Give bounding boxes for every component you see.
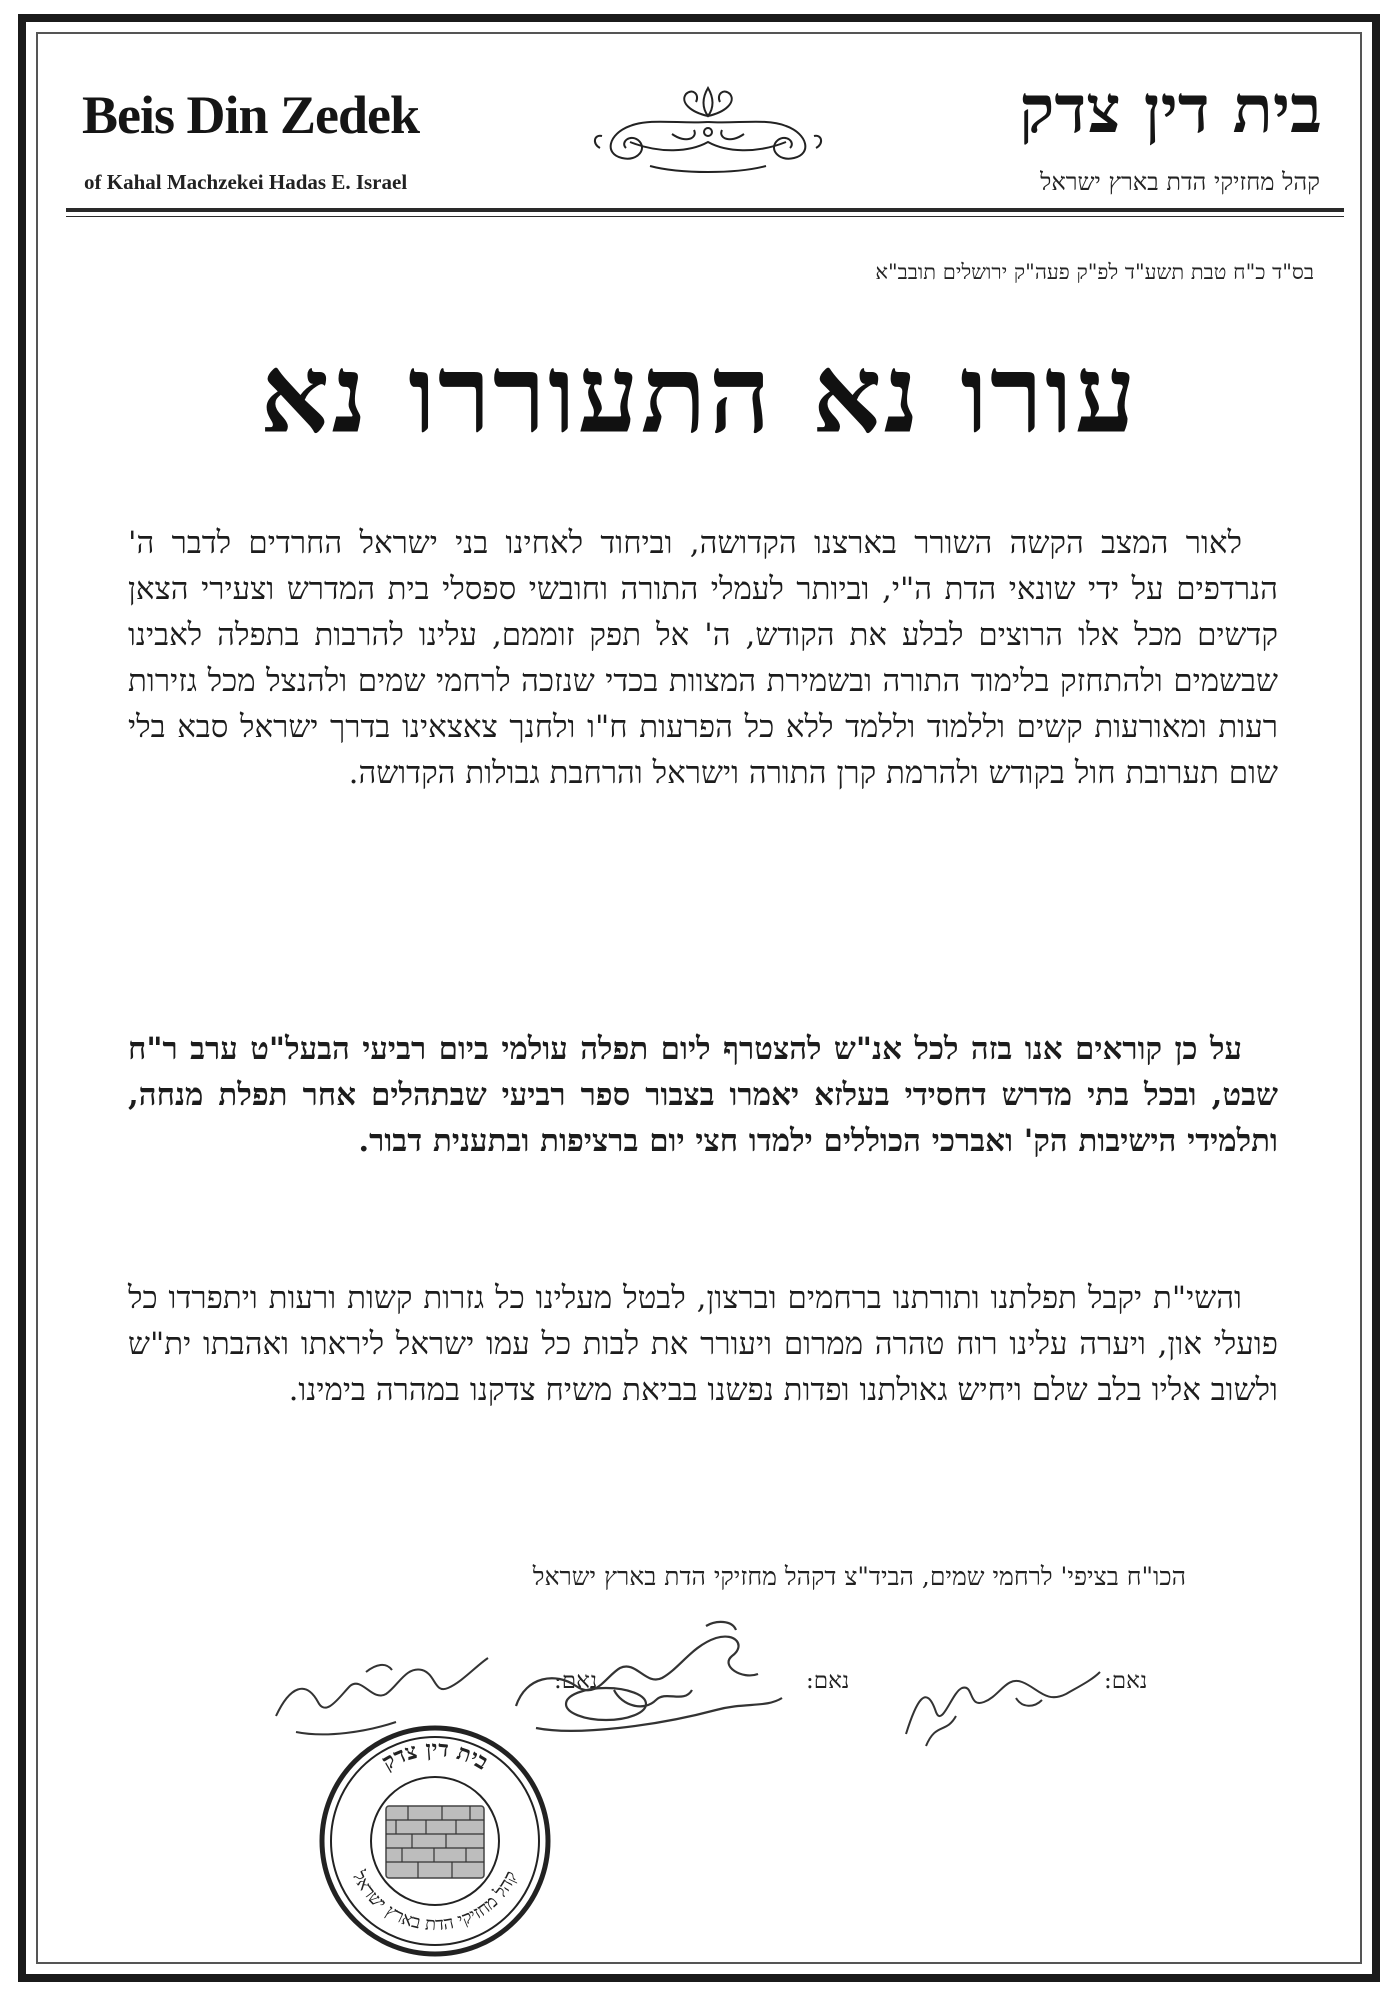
seal-bottom-text: קהל מחזיקי הדת בארץ ישראל [347,1867,523,1936]
paragraph-2-text: על כן קוראים אנו בזה לכל אנ"ש להצטרף ליום תפלה עולמי ביום רביעי הבעל"ט ערב ר"ח שבט, ובכל בתי מדרש דחסידי בעלזא יאמרו בצבור ספר רביעי שבתהלים אחר תפלת מנחה, ותלמידי הישיבות הק' ואברכי הכוללים ילמדו חצי יום ברציפות ובתענית דבור. [128,1031,1278,1159]
rabbinical-court-seal-icon [316,1722,554,1960]
signature-label-1: נאם: [1104,1668,1148,1694]
headline: עורו נא התעוררו נא [260,332,1138,458]
signature-1-icon [896,1642,1106,1752]
body-paragraph-2 [128,1026,1278,1164]
paragraph-3-text: והשי"ת יקבל תפלתנו ותורתנו ברחמים וברצון, לבטל מעלינו כל גזרות קשות ורעות ויתפרדו כל פועלי און, ויערה עלינו רוח טהרה ממרום ויעורר את לבות כל עמו ישראל ליראתו ואהבתו ית"ש ולשוב אליו בלב שלם ויחיש גאולתנו ופדות נפשנו בביאת משיח צדקנו במהרה בימינו. [128,1280,1278,1408]
body-paragraph-3 [128,1275,1278,1413]
closing-line: הכו"ח בציפי' לרחמי שמים, הביד"צ דקהל מחזיקי הדת בארץ ישראל [532,1562,1186,1591]
english-subtitle: of Kahal Machzekei Hadas E. Israel [84,170,408,194]
body-paragraph-1 [128,520,1278,796]
signature-label-3: נאם: [554,1668,598,1694]
hebrew-title: בית דין צדק [1019,70,1322,148]
seal-top-text: בית דין צדק [377,1735,493,1776]
hebrew-subtitle: קהל מחזיקי הדת בארץ ישראל [1040,168,1320,196]
signature-label-2: נאם: [806,1668,850,1694]
english-title: Beis Din Zedek [82,85,420,145]
date-line: בס"ד כ"ח טבת תשע"ד לפ"ק פעה"ק ירושלים תובב"א [875,260,1314,284]
document-page [18,14,1380,1982]
header-rule-thin [66,216,1344,217]
flourish-ornament-icon [590,82,826,178]
paragraph-1-text: לאור המצב הקשה השורר בארצנו הקדושה, וביחוד לאחינו בני ישראל החרדים לדבר ה' הנרדפים על ידי שונאי הדת ה"י, וביותר לעמלי התורה וחובשי ספסלי בית המדרש וצעירי הצאן קדשים מכל אלו הרוצים לבלע את הקודש, ה' אל תפק זוממם, עלינו להרבות בתפלה לאבינו שבשמים ולהתחזק בלימוד התורה ובשמירת המצוות בכדי שנזכה לרחמי שמים ולהנצל מכל גזירות רעות ומאורעות קשים וללמוד וללמד ללא כל הפרעות ח"ו ולחנך צאצאינו בדרך ישראל סבא בלי שום תערובת חול בקודש ולהרמת קרן התורה וישראל והרחבת גבולות הקדושה. [128,525,1278,791]
svg-text:בית דין צדק [377,1736,493,1776]
header-rule-thick [66,208,1344,212]
